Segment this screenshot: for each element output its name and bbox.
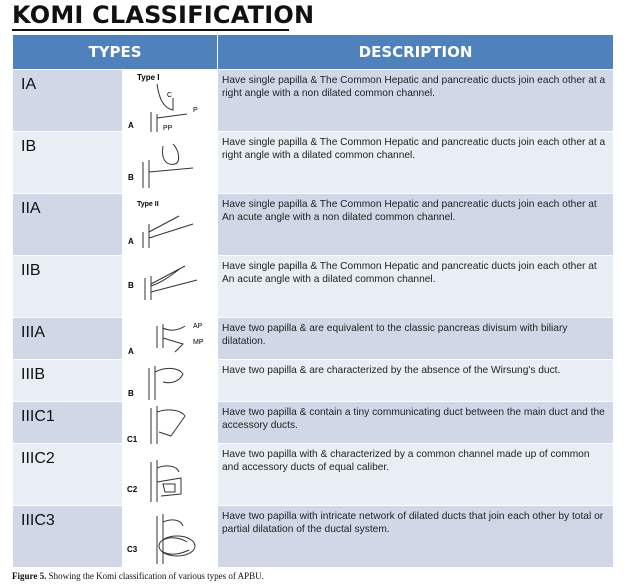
caption-label: Figure 5. (12, 571, 47, 581)
diagram-cell (123, 506, 218, 568)
type-cell: IIIC3 (13, 506, 123, 568)
type-cell: IIIB (13, 360, 123, 402)
mark-p: P (193, 107, 198, 114)
mark-c: C (167, 92, 173, 99)
type-cell: IIB (13, 256, 123, 318)
type-cell: IIIA (13, 318, 123, 360)
row-label: C3 (127, 545, 138, 554)
diagram-ia (123, 70, 218, 132)
description-cell: Have single papilla & The Common Hepatic and pancreatic ducts join each other at An acute angle with a non dilated common channel. (218, 194, 614, 256)
type-cell: IIIC1 (13, 402, 123, 444)
diagram-iiic2 (123, 444, 218, 506)
row-label: C1 (127, 435, 138, 444)
description-cell: Have two papilla & contain a tiny communicating duct between the main duct and the accessory ducts. (218, 402, 614, 444)
description-cell: Have single papilla & The Common Hepatic and pancreatic ducts join each other at An acute angle with a dilated common channel. (218, 256, 614, 318)
row-label: B (128, 389, 134, 398)
row-label: A (128, 237, 134, 246)
page-title: KOMI CLASSIFICATION (12, 1, 315, 29)
diagram-iiic1 (123, 402, 218, 444)
group-label: Type I (137, 73, 160, 82)
description-cell: Have single papilla & The Common Hepatic and pancreatic ducts join each other at a right angle with a dilated common channel. (218, 132, 614, 194)
table-row (13, 402, 614, 444)
row-label: B (128, 281, 134, 290)
table-row (13, 70, 614, 132)
diagram-iiia (123, 318, 218, 360)
header-row (13, 35, 614, 70)
diagram-cell (123, 360, 218, 402)
type-cell: IA (13, 70, 123, 132)
mark-pp: PP (163, 125, 173, 132)
table-row (13, 360, 614, 402)
description-cell: Have two papilla & are characterized by the absence of the Wirsung's duct. (218, 360, 614, 402)
diagram-iiic3 (123, 506, 218, 568)
komi-table (12, 34, 614, 568)
diagram-cell (123, 194, 218, 256)
description-cell: Have two papilla with intricate network of dilated ducts that join each other by total or partial dilatation of the ductal system. (218, 506, 614, 568)
row-label: A (128, 121, 134, 130)
diagram-cell (123, 70, 218, 132)
table-row (13, 444, 614, 506)
diagram-cell (123, 318, 218, 360)
description-cell: Have single papilla & The Common Hepatic and pancreatic ducts join each other at a right angle with a non dilated common channel. (218, 70, 614, 132)
diagram-cell (123, 256, 218, 318)
table-row (13, 506, 614, 568)
row-label: C2 (127, 485, 138, 494)
diagram-iib (123, 256, 218, 318)
table-row (13, 132, 614, 194)
description-cell: Have two papilla with & characterized by a common channel made up of common and accessory ducts of equal caliber. (218, 444, 614, 506)
diagram-cell (123, 132, 218, 194)
type-cell: IB (13, 132, 123, 194)
row-label: B (128, 173, 134, 182)
description-header: DESCRIPTION (218, 35, 614, 70)
table-row (13, 318, 614, 360)
title-underline (12, 29, 289, 31)
mark-mp: MP (193, 339, 204, 346)
caption-text: Showing the Komi classification of various types of APBU. (46, 571, 264, 581)
diagram-iia (123, 194, 218, 256)
diagram-cell (123, 402, 218, 444)
type-cell: IIIC2 (13, 444, 123, 506)
mark-ap: AP (193, 323, 203, 330)
table-row (13, 256, 614, 318)
row-label: A (128, 347, 134, 356)
diagram-cell (123, 444, 218, 506)
type-cell: IIA (13, 194, 123, 256)
figure-caption (12, 571, 264, 581)
diagram-iiib (123, 360, 218, 402)
table-row (13, 194, 614, 256)
types-header: TYPES (13, 35, 218, 70)
group-label: Type II (137, 201, 159, 208)
description-cell: Have two papilla & are equivalent to the classic pancreas divisum with biliary dilatation. (218, 318, 614, 360)
diagram-ib (123, 132, 218, 194)
